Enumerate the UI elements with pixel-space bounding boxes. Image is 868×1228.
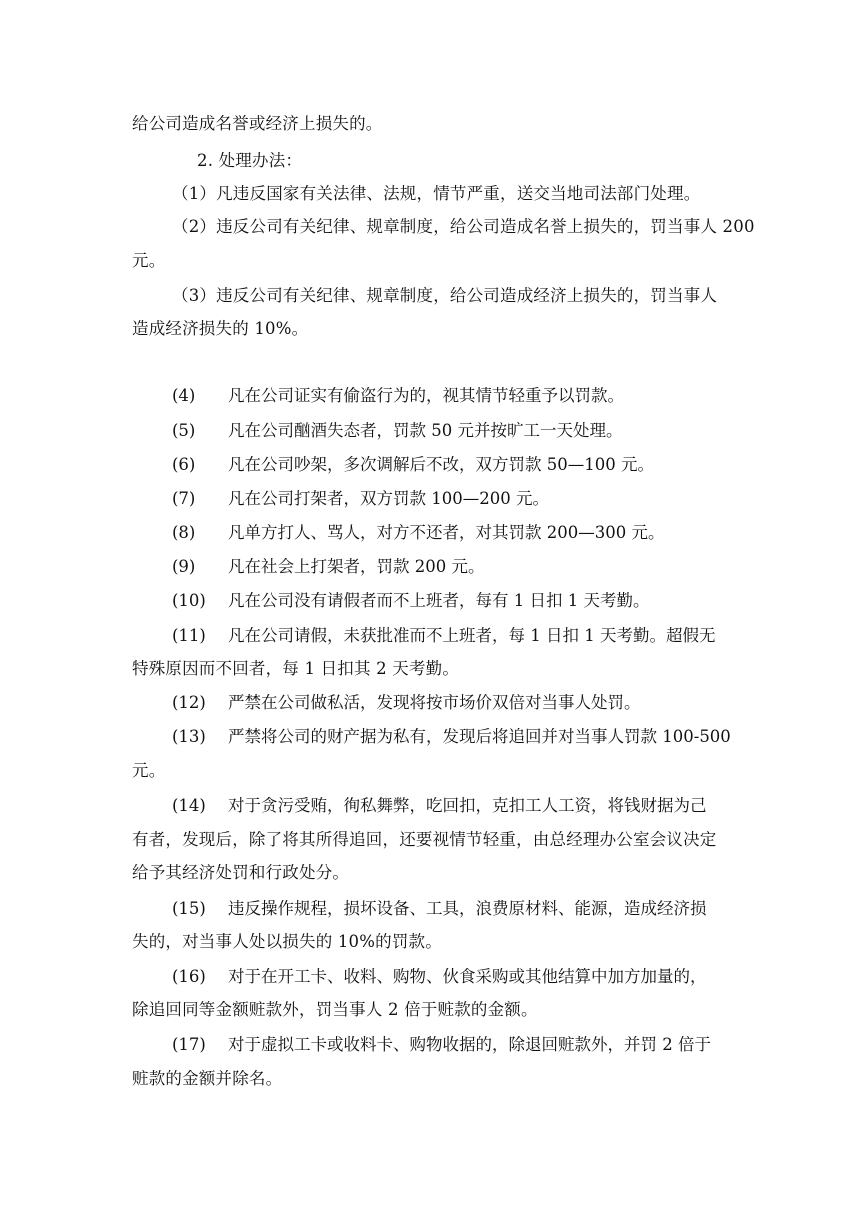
item-text: 凡在公司酗酒失态者，罚款 50 元并按旷工一天处理。	[228, 421, 623, 440]
rule-item-14	[172, 795, 707, 817]
rule-item-11	[172, 625, 715, 647]
item-text: 凡在社会上打架者，罚款 200 元。	[228, 557, 485, 576]
rule-item-10	[172, 590, 649, 612]
item-number: (8)	[172, 523, 196, 542]
rule-item-14-continued-1: 有者，发现后，除了将其所得追回，还要视情节轻重，由总经理办公室会议决定	[132, 830, 717, 849]
item-text: 严禁将公司的财产据为私有，发现后将追回并对当事人罚款 100-500	[228, 727, 731, 746]
rule-item-5	[172, 420, 623, 442]
item-number: (6)	[172, 455, 196, 474]
rule-item-11-continued: 特殊原因而不回者，每 1 日扣其 2 天考勤。	[132, 659, 460, 678]
rule-item-6	[172, 454, 654, 476]
item-text: 对于贪污受贿，徇私舞弊，吃回扣，克扣工人工资，将钱财据为己	[228, 796, 707, 815]
item-number: (11)	[172, 626, 206, 645]
rule-item-15-continued: 失的，对当事人处以损失的 10%的罚款。	[132, 932, 442, 951]
item-number: (4)	[172, 386, 196, 405]
text-line-4: （2）违反公司有关纪律、规章制度，给公司造成名誉上损失的，罚当事人 200	[172, 217, 755, 236]
rule-item-8	[172, 522, 664, 544]
item-number: (17)	[172, 1035, 206, 1054]
item-number: (7)	[172, 489, 196, 508]
item-number: (16)	[172, 967, 206, 986]
item-text: 凡在公司打架者，双方罚款 100—200 元。	[228, 489, 549, 508]
rule-item-13-continued: 元。	[132, 761, 166, 780]
text-line-5: 元。	[132, 251, 166, 270]
rule-item-16	[172, 966, 707, 988]
item-text: 对于在开工卡、收料、购物、伙食采购或其他结算中加方加量的，	[228, 967, 707, 986]
item-number: (14)	[172, 796, 206, 815]
item-number: (13)	[172, 727, 206, 746]
rule-item-7	[172, 488, 549, 510]
rule-item-15	[172, 898, 707, 920]
item-text: 凡在公司请假，未获批准而不上班者，每 1 日扣 1 天考勤。超假无	[228, 626, 716, 645]
text-line-7: 造成经济损失的 10%。	[132, 319, 309, 338]
item-number: (10)	[172, 591, 206, 610]
section-heading: 2. 处理办法：	[197, 151, 303, 170]
rule-item-14-continued-2: 给予其经济处罚和行政处分。	[132, 863, 350, 882]
text-line-1: 给公司造成名誉或经济上损失的。	[132, 114, 383, 133]
item-text: 凡在公司没有请假者而不上班者，每有 1 日扣 1 天考勤。	[228, 591, 650, 610]
item-number: (5)	[172, 421, 196, 440]
text-line-3: （1）凡违反国家有关法律、法规，情节严重，送交当地司法部门处理。	[172, 184, 701, 203]
item-text: 凡在公司吵架，多次调解后不改，双方罚款 50—100 元。	[228, 455, 654, 474]
rule-item-9	[172, 556, 484, 578]
text-line-6: （3）违反公司有关纪律、规章制度，给公司造成经济上损失的，罚当事人	[172, 286, 718, 305]
item-number: (9)	[172, 557, 196, 576]
rule-item-17-continued: 赃款的金额并除名。	[132, 1069, 283, 1088]
item-text: 对于虚拟工卡或收料卡、购物收据的，除退回赃款外，并罚 2 倍于	[228, 1035, 711, 1054]
rule-item-16-continued: 除追回同等金额赃款外，罚当事人 2 倍于赃款的金额。	[132, 1000, 538, 1019]
rule-item-13	[172, 726, 731, 748]
rule-item-17	[172, 1034, 711, 1056]
item-text: 违反操作规程，损坏设备、工具，浪费原材料、能源，造成经济损	[228, 899, 707, 918]
item-number: (12)	[172, 693, 206, 712]
item-text: 凡单方打人、骂人，对方不还者，对其罚款 200—300 元。	[228, 523, 665, 542]
rule-item-4	[172, 385, 624, 407]
rule-item-12	[172, 692, 641, 714]
item-text: 凡在公司证实有偷盗行为的，视其情节轻重予以罚款。	[228, 386, 624, 405]
item-number: (15)	[172, 899, 206, 918]
item-text: 严禁在公司做私活，发现将按市场价双倍对当事人处罚。	[228, 693, 641, 712]
